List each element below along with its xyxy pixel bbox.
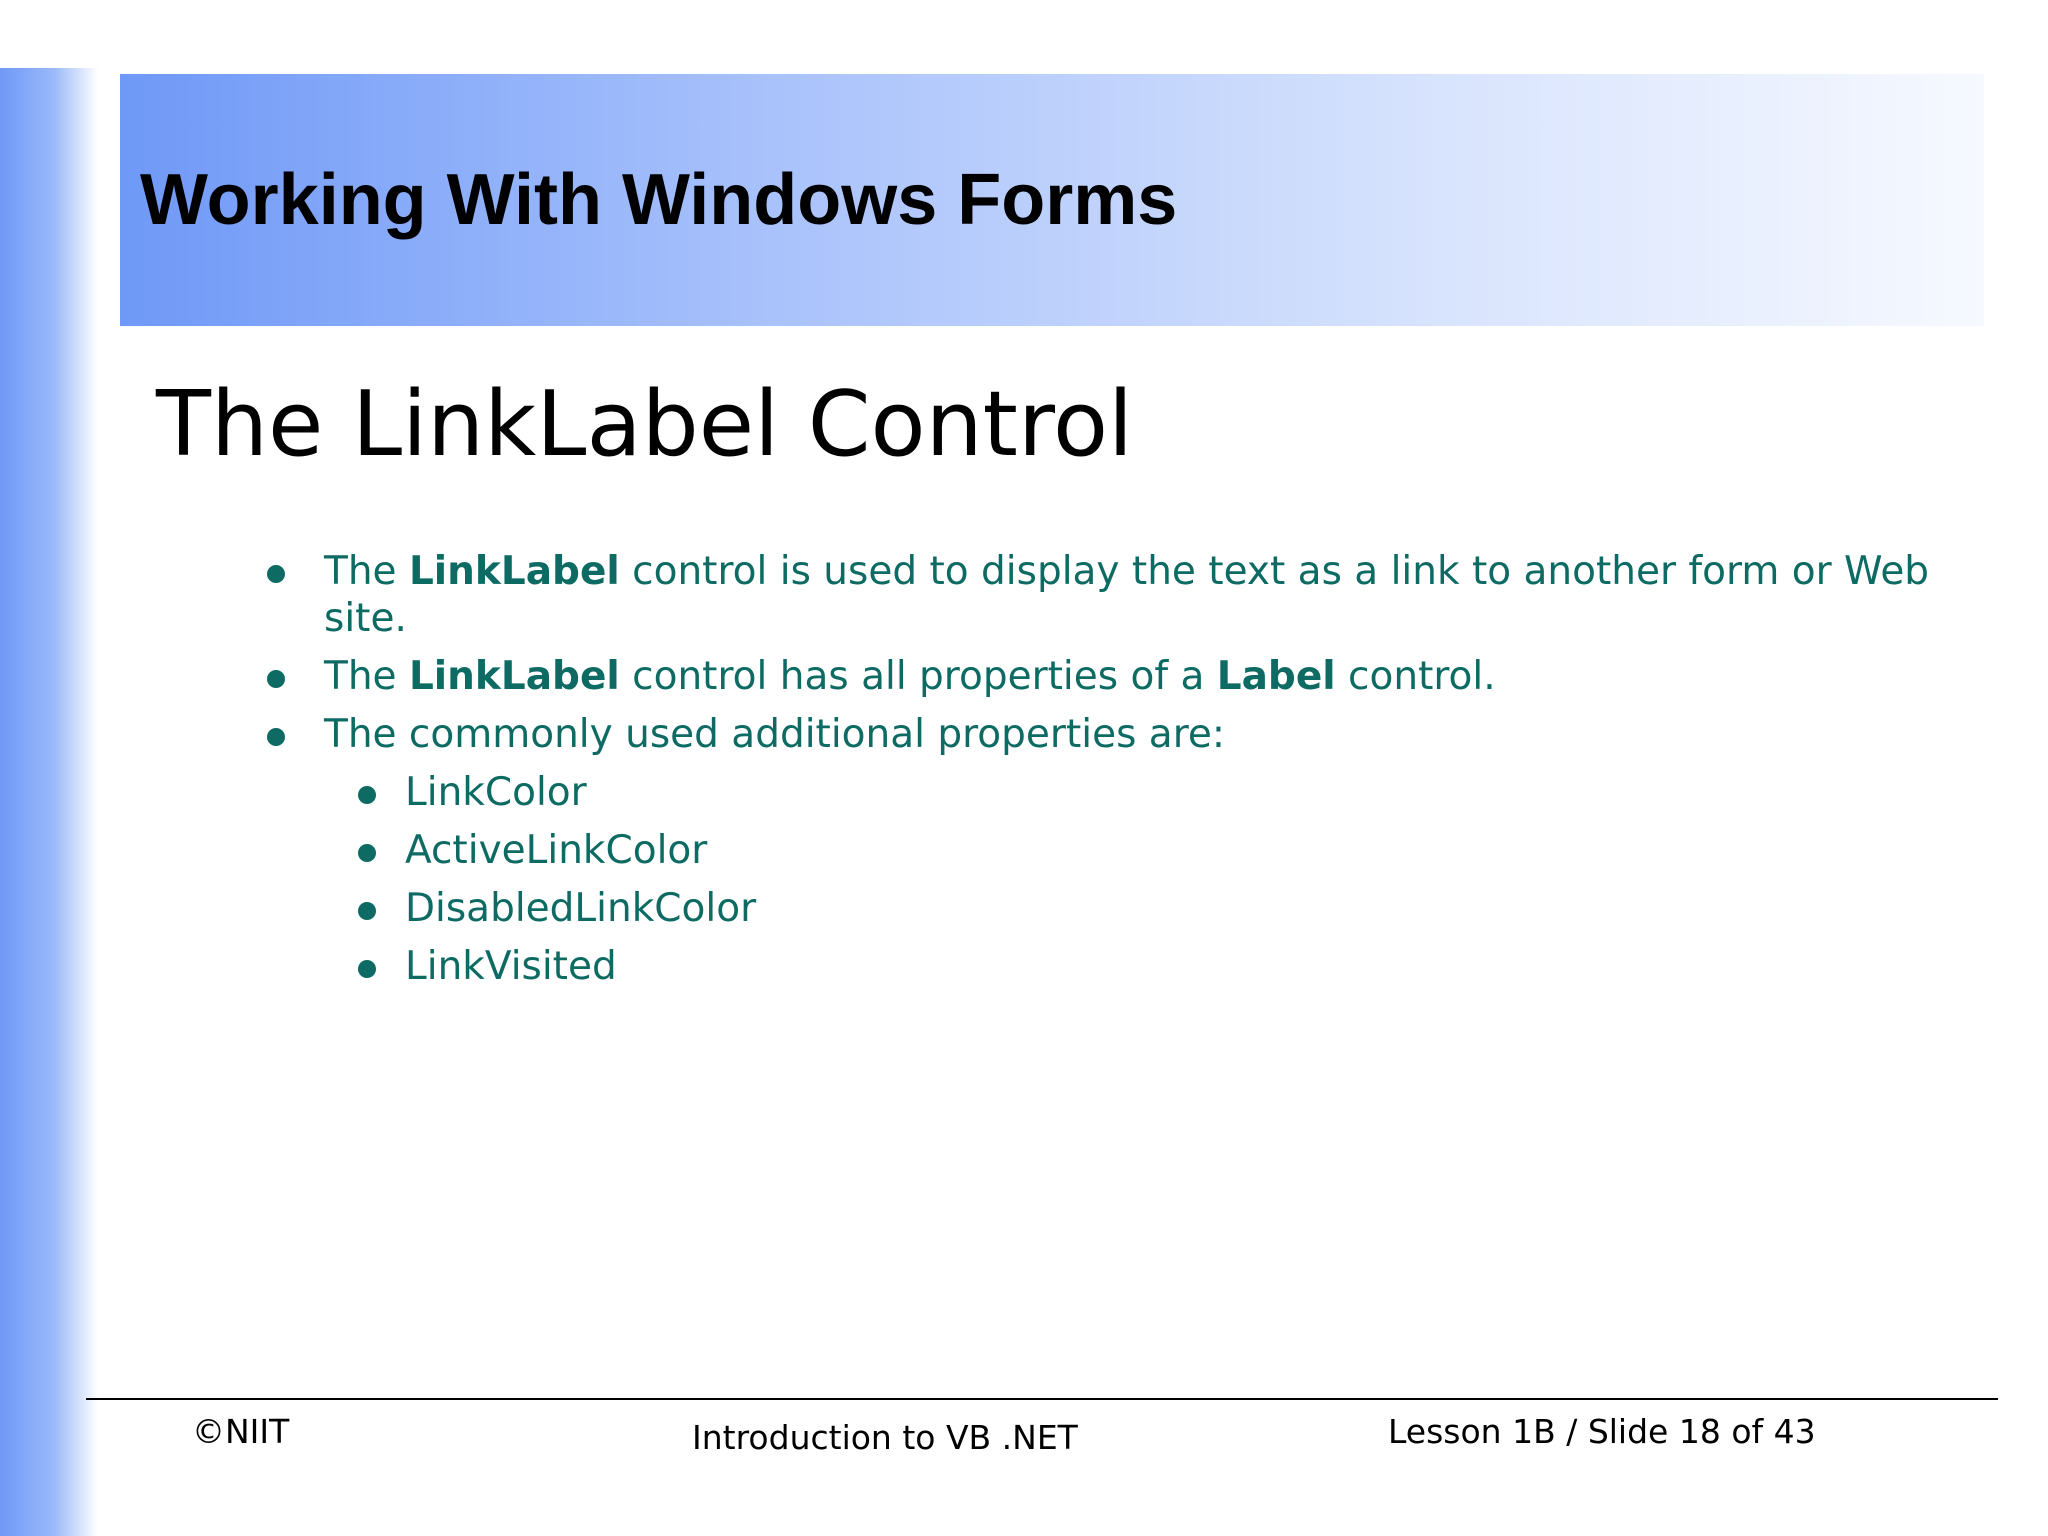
bullet-item	[264, 548, 1944, 642]
bullet-dot-icon	[267, 565, 285, 583]
property-name: LinkColor	[405, 770, 587, 815]
bullet-dot-icon	[358, 844, 376, 862]
bullet-dot-icon	[358, 902, 376, 920]
footer-slide-number: Lesson 1B / Slide 18 of 43	[1388, 1412, 1816, 1451]
bullet-dot-icon	[267, 670, 285, 688]
footer-divider	[86, 1398, 1998, 1400]
bullet-text: The LinkLabel control is used to display the text as a link to another form or Web site.	[324, 549, 1930, 641]
property-name: ActiveLinkColor	[405, 828, 708, 873]
sub-bullet-item	[355, 943, 1944, 990]
property-name: DisabledLinkColor	[405, 886, 757, 931]
header-title: Working With Windows Forms	[140, 160, 1178, 240]
bullet-text: The commonly used additional properties are:	[324, 712, 1225, 757]
bullet-list	[264, 548, 1944, 1001]
bullet-dot-icon	[358, 960, 376, 978]
bullet-dot-icon	[267, 728, 285, 746]
property-name: LinkVisited	[405, 944, 617, 989]
slide-title: The LinkLabel Control	[156, 372, 1134, 477]
term-linklabel: LinkLabel	[408, 654, 620, 699]
sub-bullet-item	[355, 827, 1944, 874]
bullet-item	[264, 653, 1944, 700]
bullet-dot-icon	[358, 786, 376, 804]
bullet-item	[264, 711, 1944, 758]
term-linklabel: LinkLabel	[408, 549, 620, 594]
footer-copyright: ©NIIT	[192, 1412, 290, 1451]
left-accent-bar	[0, 68, 98, 1536]
bullet-text: The LinkLabel control has all properties of a Label control.	[324, 654, 1496, 699]
term-label: Label	[1216, 654, 1336, 699]
sub-bullet-item	[355, 885, 1944, 932]
sub-bullet-item	[355, 769, 1944, 816]
footer-course-title: Introduction to VB .NET	[692, 1418, 1078, 1457]
